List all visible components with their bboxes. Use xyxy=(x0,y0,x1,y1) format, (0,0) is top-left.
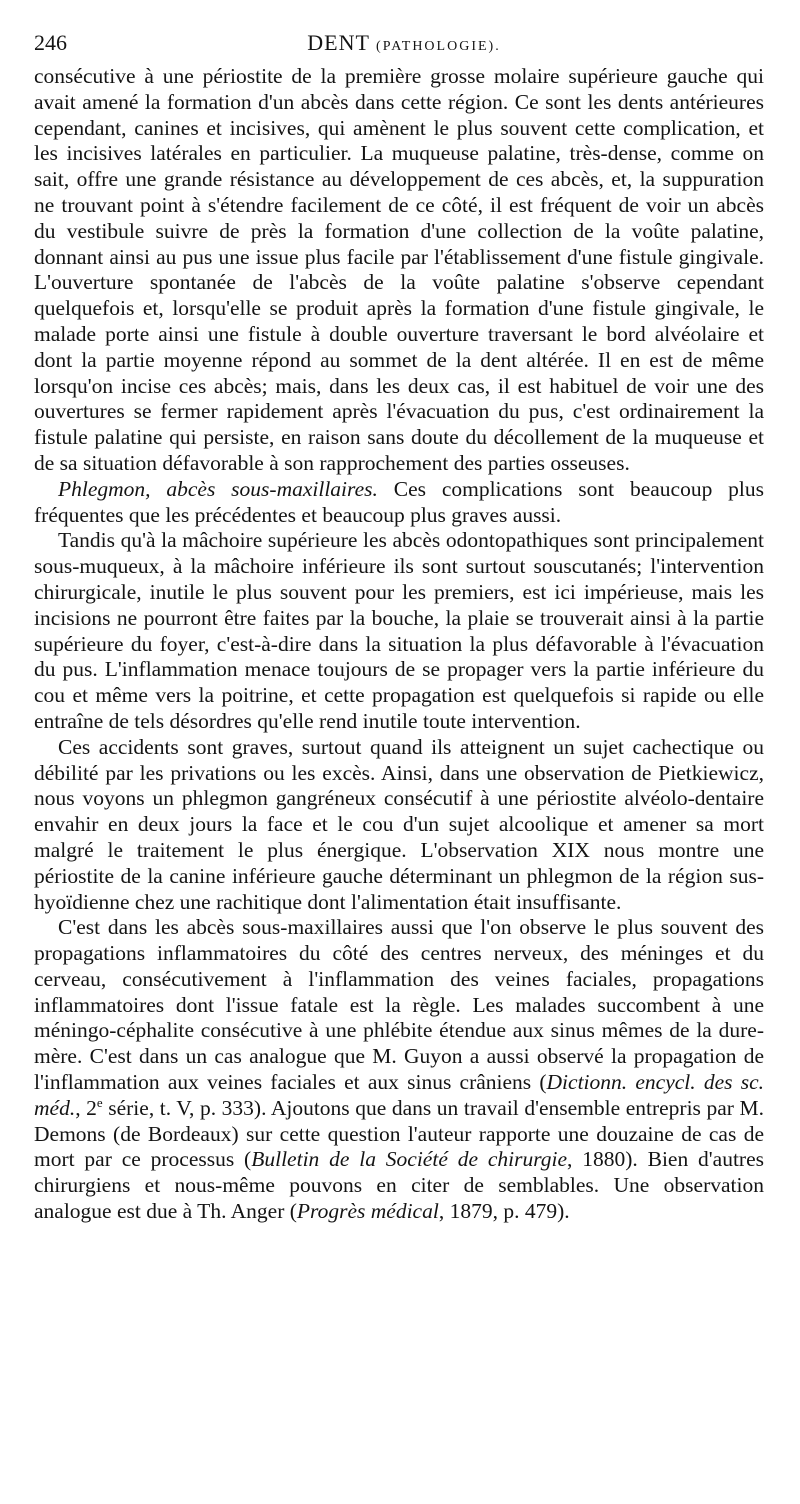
italic-span: Phlegmon, abcès sous-maxillaires. xyxy=(58,476,378,501)
text-span: Tandis qu'à la mâchoire supérieure les abcès odontopathiques sont principalement sous-muqueux, à la mâchoire inférieure ils sont surtout souscutanés; l'intervention chirurgicale, inutile le plus souvent pour les premiers, est ici impérieuse, mais les incisions ne pourront être faites par la bouche, la plaie se trouverait ainsi à la partie supérieure du foyer, c'est-à-dire dans la situation la plus défavorable à l'évacuation du pus. L'inflammation menace toujours de se propager vers la partie inférieure du cou et même vers la poitrine, et cette propagation est quelquefois si rapide ou elle entraîne de tels désordres qu'elle rend inutile toute intervention. xyxy=(34,528,764,733)
italic-span: Bulletin de la Société de chirurgie xyxy=(251,1147,568,1172)
text-span: Ces accidents sont graves, surtout quand ils atteignent un sujet cachectique ou débilité par les privations ou les excès. Ainsi, dans une observation de Pietkiewicz, nous voyons un phlegmon gangréneux consécutif à une périostite alvéolo-dentaire envahir en deux jours la face et le cou d'un sujet alcoolique et amener sa mort malgré le traitement le plus énergique. L'observation XIX nous montre une périostite de la canine inférieure gauche déterminant un phlegmon de la région sus-hyoïdienne chez une rachitique dont l'alimentation était insuffisante. xyxy=(34,734,764,914)
paragraph xyxy=(34,528,764,734)
text-span: , 1880). Bien d'autres chirurgiens et nous-même pouvons en citer de semblables. Une observation analogue est due à Th. Anger ( xyxy=(34,1147,764,1224)
running-header xyxy=(34,28,774,62)
paragraph xyxy=(34,64,764,477)
text-span: consécutive à une périostite de la première grosse molaire supérieure gauche qui avait amené la formation d'un abcès dans cette région. Ce sont les dents antérieures cependant, canines et incisives, qui amènent le plus souvent cette complication, et les incisives latérales en particulier. La muqueuse palatine, très-dense, comme on sait, offre une grande résistance au développement de ces abcès, et, la suppuration ne trouvant point à s'étendre facilement de ce côté, il est fréquent de voir un abcès du vestibule suivre de près la formation d'une collection de la voûte palatine, donnant ainsi au pus une issue plus facile par l'établissement d'une fistule gingivale. L'ouverture spontanée de l'abcès de la voûte palatine s'observe cependant quelquefois et, lorsqu'elle se produit après la formation d'une fistule gingivale, le malade porte ainsi une fistule à double ouverture traversant le bord alvéolaire et dont la partie moyenne répond au sommet de la dent altérée. Il en est de même lorsqu'on incise ces abcès; mais, dans les deux cas, il est habituel de voir une des ouvertures se fermer rapidement après l'évacuation du pus, c'est ordinairement la fistule palatine qui persiste, en raison sans doute du décollement de la muqueuse et de sa situation défavorable à son rapprochement des parties osseuses. xyxy=(34,64,764,475)
page-number: 246 xyxy=(34,30,67,55)
page-bottom-specks xyxy=(0,1464,800,1474)
running-title xyxy=(34,30,774,56)
superscript: e xyxy=(96,1094,103,1110)
text-span: , 1879, p. 479). xyxy=(438,1199,570,1224)
text-span: série, t. V, p. 333). Ajoutons que dans un travail d'ensemble entrepris par M. Demons (de Bordeaux) sur cette question l'auteur rapporte une douzaine de cas de mort par ce processus ( xyxy=(34,1095,764,1172)
running-title-main: DENT xyxy=(307,30,370,55)
italic-span: Progrès médical xyxy=(296,1199,439,1224)
body-text xyxy=(34,64,764,1225)
text-span: Ces complications sont beaucoup plus fréquentes que les précédentes et beaucoup plus graves aussi. xyxy=(34,476,764,527)
paragraph xyxy=(34,735,764,916)
paragraph xyxy=(34,477,764,529)
running-title-sub: (PATHOLOGIE). xyxy=(376,39,501,54)
text-span: C'est dans les abcès sous-maxillaires aussi que l'on observe le plus souvent des propagations inflammatoires du côté des centres nerveux, des méninges et du cerveau, consécutivement à l'inflammation des veines faciales, propagations inflammatoires dont l'issue fatale est la règle. Les malades succombent à une méningo-céphalite consécutive à une phlébite étendue aux sinus mêmes de la dure-mère. C'est dans un cas analogue que M. Guyon a aussi observé la propagation de l'inflammation aux veines faciales et aux sinus crâniens ( xyxy=(34,915,764,1095)
italic-span: Dictionn. encycl. des sc. méd. xyxy=(34,1070,764,1120)
text-span: , 2 xyxy=(75,1095,97,1120)
paragraph xyxy=(34,915,764,1225)
